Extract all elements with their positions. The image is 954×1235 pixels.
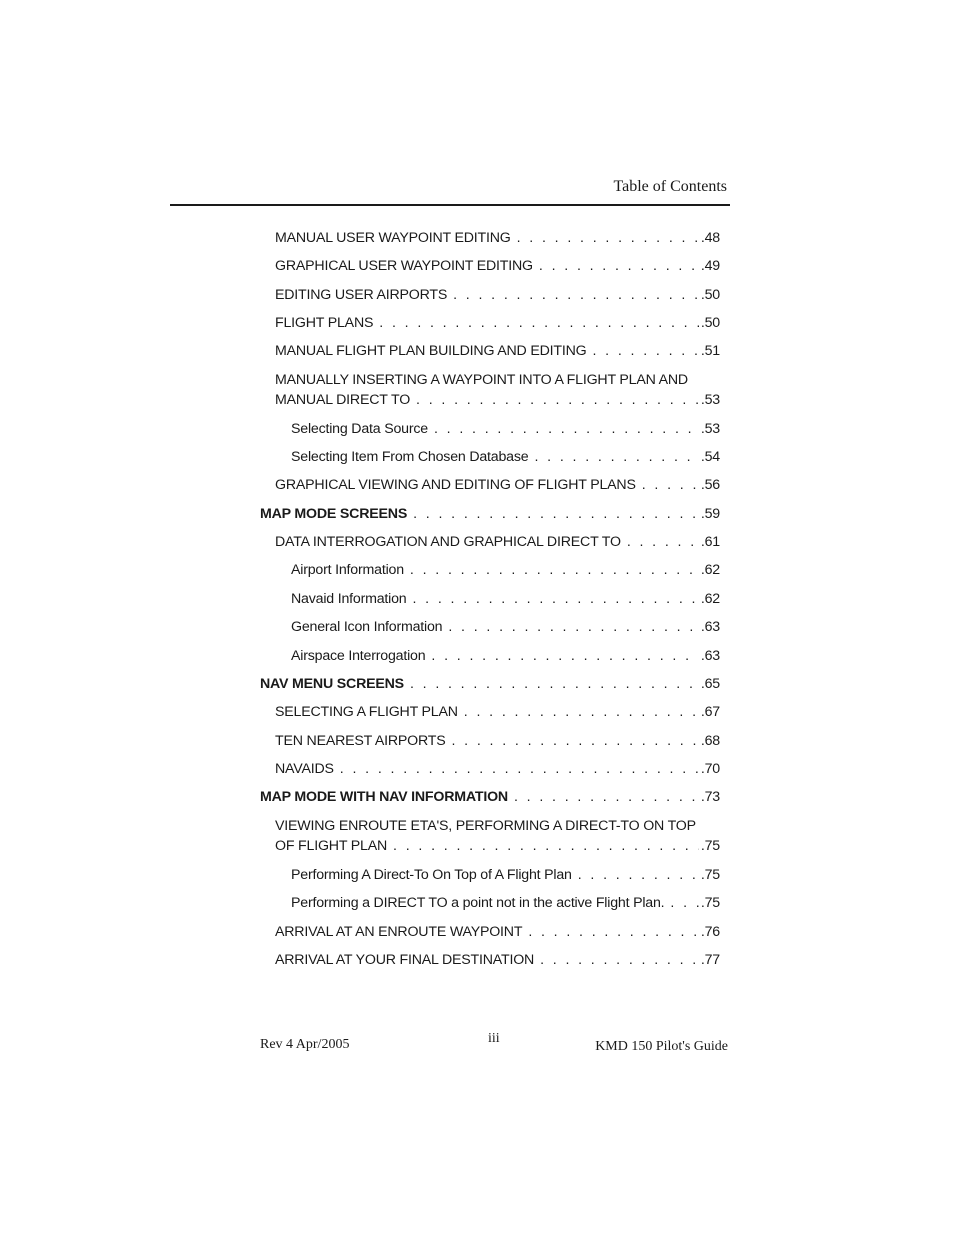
- toc-entry-page: .50: [700, 287, 720, 303]
- toc-section-entry[interactable]: [260, 674, 720, 694]
- leader-dots: [642, 475, 699, 495]
- leader-dots: [534, 447, 698, 467]
- toc-entry-page: .62: [700, 562, 720, 578]
- toc-entry-label: Navaid Information: [291, 591, 407, 607]
- toc-entry-page: .59: [700, 506, 720, 522]
- toc-entry[interactable]: [291, 893, 720, 913]
- toc-entry-page: .51: [700, 343, 720, 359]
- toc-entry-label: TEN NEAREST AIRPORTS: [275, 733, 446, 749]
- leader-dots: [452, 731, 699, 751]
- toc-entry[interactable]: [275, 816, 720, 856]
- toc-entry[interactable]: [275, 950, 720, 970]
- toc-entry-page: .56: [700, 477, 720, 493]
- leader-dots: [416, 390, 699, 410]
- toc-entry-label: Airspace Interrogation: [291, 648, 426, 664]
- toc-entry-label: FLIGHT PLANS: [275, 315, 374, 331]
- toc-entry-page: .61: [700, 534, 720, 550]
- footer-page-number: iii: [488, 1031, 500, 1046]
- toc-entry-label: MANUAL DIRECT TO: [275, 392, 411, 408]
- toc-entry-label: Airport Information: [291, 562, 404, 578]
- toc-entry-page: .65: [700, 676, 720, 692]
- leader-dots: [528, 922, 699, 942]
- toc-entry-page: .62: [700, 591, 720, 607]
- toc-entry-label: ARRIVAL AT YOUR FINAL DESTINATION: [275, 952, 535, 968]
- toc-entry-label: Selecting Data Source: [291, 421, 428, 437]
- leader-dots: [464, 702, 699, 722]
- toc-entry[interactable]: [275, 313, 720, 333]
- running-header-title: Table of Contents: [613, 178, 727, 195]
- toc-entry-label: General Icon Information: [291, 619, 443, 635]
- toc-entry[interactable]: [275, 285, 720, 305]
- toc-entry[interactable]: [291, 646, 720, 666]
- toc-entry[interactable]: [275, 702, 720, 722]
- toc-entry-page: .70: [700, 761, 720, 777]
- toc-entry[interactable]: [275, 922, 720, 942]
- toc-entry[interactable]: [275, 341, 720, 361]
- leader-dots: [514, 787, 699, 807]
- toc-entry-label: MANUAL USER WAYPOINT EDITING: [275, 230, 511, 246]
- leader-dots: [410, 560, 699, 580]
- toc-entry-label-line1: VIEWING ENROUTE ETA'S, PERFORMING A DIRECT-TO ON TOP: [275, 818, 696, 834]
- toc-entry-label: EDITING USER AIRPORTS: [275, 287, 448, 303]
- leader-dots: [578, 865, 699, 885]
- toc-entry-label: NAVAIDS: [275, 761, 334, 777]
- toc-entry-page: .63: [700, 619, 720, 635]
- toc-entry[interactable]: [291, 617, 720, 637]
- toc-entry-label: Performing a DIRECT TO a point not in the active Flight Plan.: [291, 895, 665, 911]
- toc-entry-page: .53: [700, 421, 720, 437]
- leader-dots: [379, 313, 699, 333]
- toc-entry-page: .73: [700, 789, 720, 805]
- toc-entry-label: Performing A Direct-To On Top of A Flight Plan: [291, 867, 572, 883]
- toc-entry-page: .50: [700, 315, 720, 331]
- toc-entry-page: .77: [700, 952, 720, 968]
- toc-entry-label: MANUAL FLIGHT PLAN BUILDING AND EDITING: [275, 343, 587, 359]
- toc-entry-page: .48: [700, 230, 720, 246]
- footer-revision: Rev 4 Apr/2005: [260, 1037, 350, 1052]
- toc-entry[interactable]: [291, 560, 720, 580]
- leader-dots: [431, 646, 698, 666]
- header-rule: [170, 204, 730, 206]
- toc-entry[interactable]: [291, 447, 720, 467]
- toc-entry-label: GRAPHICAL VIEWING AND EDITING OF FLIGHT PLANS: [275, 477, 636, 493]
- toc-entry[interactable]: [275, 532, 720, 552]
- leader-dots: [393, 836, 699, 856]
- leader-dots: [592, 341, 698, 361]
- leader-dots: [540, 950, 699, 970]
- leader-dots: [413, 504, 699, 524]
- toc-entry[interactable]: [275, 370, 720, 410]
- toc-entry-label-line1: MANUALLY INSERTING A WAYPOINT INTO A FLIGHT PLAN AND: [275, 372, 688, 388]
- leader-dots: [434, 419, 699, 439]
- footer-guide-title: KMD 150 Pilot's Guide: [595, 1039, 728, 1054]
- toc-section-entry[interactable]: [260, 787, 720, 807]
- leader-dots: [517, 228, 699, 248]
- toc-entry-page: .75: [700, 838, 720, 854]
- toc-entry-page: .68: [700, 733, 720, 749]
- toc-entry-page: .75: [700, 895, 720, 911]
- leader-dots: [453, 285, 699, 305]
- toc-entry-page: .53: [700, 392, 720, 408]
- toc-entry-label: NAV MENU SCREENS: [260, 676, 404, 692]
- toc-entry-label: GRAPHICAL USER WAYPOINT EDITING: [275, 258, 533, 274]
- toc-entry[interactable]: [275, 256, 720, 276]
- toc-entry-page: .54: [700, 449, 720, 465]
- leader-dots: [670, 893, 698, 913]
- toc-section-entry[interactable]: [260, 504, 720, 524]
- toc-entry-label: Selecting Item From Chosen Database: [291, 449, 529, 465]
- leader-dots: [539, 256, 699, 276]
- leader-dots: [412, 589, 698, 609]
- toc-entry-label: SELECTING A FLIGHT PLAN: [275, 704, 458, 720]
- leader-dots: [627, 532, 699, 552]
- toc-entry[interactable]: [275, 731, 720, 751]
- toc-entry-page: .67: [700, 704, 720, 720]
- toc-entry-label: MAP MODE SCREENS: [260, 506, 408, 522]
- toc-entry[interactable]: [291, 419, 720, 439]
- toc-entry[interactable]: [275, 759, 720, 779]
- toc-entry-label: DATA INTERROGATION AND GRAPHICAL DIRECT TO: [275, 534, 621, 550]
- toc-entry-label: OF FLIGHT PLAN: [275, 838, 388, 854]
- toc-entry[interactable]: [275, 475, 720, 495]
- toc-entry-page: .76: [700, 924, 720, 940]
- leader-dots: [340, 759, 699, 779]
- toc-entry[interactable]: [291, 865, 720, 885]
- toc-entry-label: ARRIVAL AT AN ENROUTE WAYPOINT: [275, 924, 523, 940]
- toc-entry-page: .49: [700, 258, 720, 274]
- toc-entry[interactable]: [275, 228, 720, 248]
- leader-dots: [410, 674, 699, 694]
- toc-entry-page: .63: [700, 648, 720, 664]
- toc-entry-label: MAP MODE WITH NAV INFORMATION: [260, 789, 508, 805]
- toc-entry-page: .75: [700, 867, 720, 883]
- leader-dots: [448, 617, 699, 637]
- toc-entry[interactable]: [291, 589, 720, 609]
